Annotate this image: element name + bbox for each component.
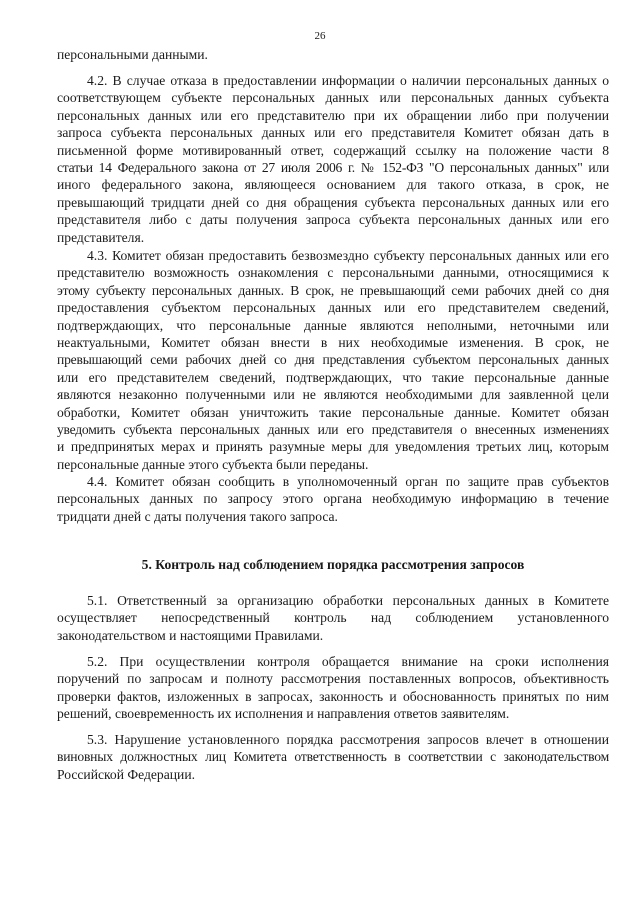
text-line: превышающий тридцати дней со дня обращения субъекта персональных данных или его [57, 194, 609, 210]
text-line: запроса субъекта персональных данных или его представителя Комитет обязан дать в [57, 125, 609, 141]
text-line: проверки фактов, изложенных в запросах, законность и обоснованность принятых по ним [57, 688, 609, 704]
page-number: 26 [314, 30, 326, 42]
paragraph-5-2 [57, 653, 609, 723]
text-line: представителя. [57, 229, 145, 245]
text-line: 5.2. При осуществлении контроля обращается внимание на сроки исполнения [87, 654, 609, 669]
text-line: осуществляет непосредственный контроль над соблюдением установленного [57, 610, 609, 626]
paragraph-4-2 [57, 72, 609, 246]
text-line: уведомить субъекта персональных данных или его представителя о внесенных изменениях [57, 422, 609, 438]
text-line: поручений по запросам и полноту рассмотрения поставленных вопросов, объективность [57, 671, 609, 687]
text-line: неактуальными, Комитет обязан внести в них необходимые изменения. В срок, не [57, 335, 609, 351]
text-line: Российской Федерации. [57, 766, 195, 782]
text-line: персональными данными. [57, 47, 208, 62]
text-line: 5.3. Нарушение установленного порядка рассмотрения запросов влечет в отношении [87, 732, 609, 747]
text-line: представителя либо с даты получения запроса субъекта персональных данных или его [57, 212, 609, 228]
text-line: письменной форме мотивированный ответ, содержащий ссылку на положение части 8 [57, 142, 609, 158]
text-line: или его представителем сведений, подтверждающих, что такие персональные данные [57, 369, 609, 385]
text-line: соответствующем субъекте персональных данных или персональных данных субъекта [57, 90, 609, 106]
paragraph-5-1 [57, 592, 609, 644]
text-line: превышающий семи рабочих дней со дня представления субъектом персональных данных [57, 352, 609, 368]
text-line: тридцати дней с даты получения такого запроса. [57, 508, 338, 524]
text-line: иного федерального закона, являющееся основанием для такого отказа, в срок, не [57, 177, 609, 193]
paragraph-4-3 [57, 247, 609, 473]
section-heading: 5. Контроль над соблюдением порядка рассмотрения запросов [141, 557, 525, 572]
text-line: 4.2. В случае отказа в предоставлении информации о наличии персональных данных о [87, 73, 609, 88]
text-line: 5.1. Ответственный за организацию обработки персональных данных в Комитете [87, 593, 609, 608]
text-line: персональных данных по запросу этого органа необходимую информацию в течение [57, 491, 609, 507]
text-line: являются незаконно полученными или не являются необходимыми для заявленной цели [57, 387, 609, 403]
paragraph-4-4 [57, 473, 609, 525]
paragraph-5-3 [57, 731, 609, 783]
text-line: представителю возможность ознакомления с персональными данными, относящимися к [57, 265, 609, 281]
text-line: обработки, Комитет обязан уничтожить такие персональные данные. Комитет обязан [57, 404, 609, 420]
text-line: 4.4. Комитет обязан сообщить в уполномоченный орган по защите прав субъектов [87, 474, 609, 489]
text-line: предоставления субъектом персональных данных или его представителем сведений, [57, 300, 609, 316]
text-line: и предпринятых мерах и принять разумные меры для уведомления третьих лиц, которым [57, 439, 609, 455]
text-line: статьи 14 Федерального закона от 27 июля 2006 г. № 152-ФЗ "О персональных данных" или [57, 160, 609, 176]
text-line: этому субъекту персональных данных. В срок, не превышающий семи рабочих дней со дня [57, 282, 609, 298]
text-line: виновных должностных лиц Комитета ответственность в соответствии с законодательством [57, 749, 609, 765]
text-line: законодательством и настоящими Правилами. [57, 627, 324, 643]
text-line: 4.3. Комитет обязан предоставить безвозмездно субъекту персональных данных или его [87, 248, 609, 263]
continuation-text [57, 46, 609, 63]
text-line: подтверждающих, что персональные данные являются неполными, неточными или [57, 317, 609, 333]
text-line: решений, своевременность их исполнения и направления ответов заявителям. [57, 706, 510, 722]
text-line: персональные данные этого субъекта были переданы. [57, 456, 369, 472]
text-line: персональных данных или его представителю при их обращении либо при получении [57, 107, 609, 123]
